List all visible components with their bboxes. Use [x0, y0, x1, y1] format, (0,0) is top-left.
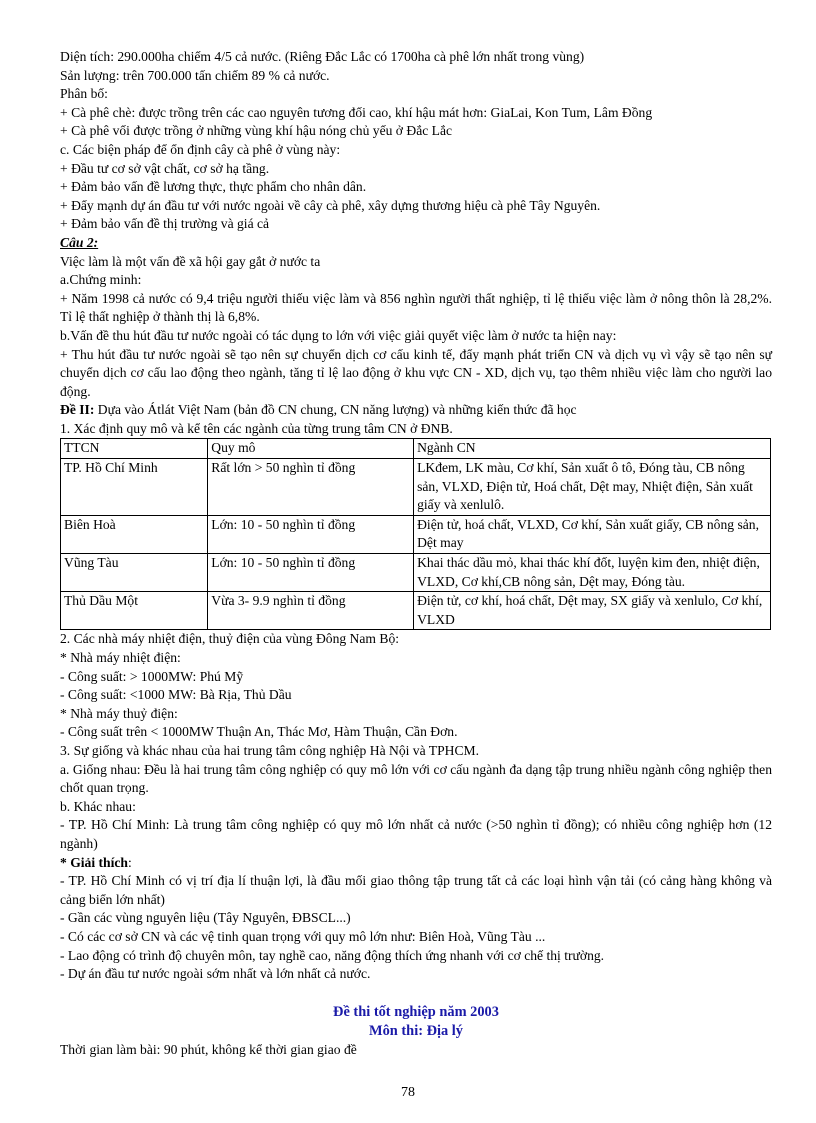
text-line: Diện tích: 290.000ha chiếm 4/5 cả nước. (Riêng Đắc Lắc có 1700ha cà phê lớn nhất trong vùng) [60, 49, 585, 64]
table-cell-industries: LKđem, LK màu, Cơ khí, Sản xuất ô tô, Đóng tàu, CB nông sản, VLXD, Điện tử, Hoá chất, Dệt may, Nhiệt điện, Sản xuất giấy và xenlulô. [414, 459, 771, 516]
table-cell-scale: Vừa 3- 9.9 nghìn tỉ đồng [208, 592, 414, 630]
explain-label: * Giải thích [60, 854, 128, 870]
explain-item: - Gần các vùng nguyên liệu (Tây Nguyên, ĐBSCL...) [60, 910, 351, 926]
exam-title: Đề thi tốt nghiệp năm 2003 [333, 1003, 499, 1020]
cau2-intro: Việc làm là một vấn đề xã hội gay gắt ở nước ta [60, 253, 321, 269]
table-cell-center: Vũng Tàu [61, 554, 208, 592]
table-header-cell: TTCN [61, 439, 208, 459]
cau2-b-label: b.Vấn đề thu hút đầu tư nước ngoài có tác dụng to lớn với việc giải quyết việc làm ở nước ta hiện nay: [60, 327, 617, 343]
table-header-cell: Quy mô [208, 439, 414, 459]
text-line: 2. Các nhà máy nhiệt điện, thuỷ điện của vùng Đông Nam Bộ: [60, 631, 400, 647]
document-page [60, 48, 772, 1059]
table-cell-scale: Lớn: 10 - 50 nghìn tỉ đồng [208, 515, 414, 553]
text-line: + Đầu tư cơ sở vật chất, cơ sở hạ tầng. [60, 160, 270, 176]
text-line: + Cà phê vối được trồng ở những vùng khí hậu nóng chủ yếu ở Đắc Lắc [60, 123, 453, 139]
text-line: c. Các biện pháp để ổn định cây cà phê ở vùng này: [60, 141, 341, 157]
text-line: + Đẩy mạnh dự án đầu tư với nước ngoài về cây cà phê, xây dựng thương hiệu cà phê Tây Nguyên. [60, 197, 601, 213]
exam-subject: Môn thi: Địa lý [369, 1022, 463, 1039]
cau2-heading: Câu 2: [60, 234, 99, 250]
text-line: + Đảm bảo vấn đề thị trường và giá cả [60, 216, 270, 232]
de2-line [60, 401, 772, 420]
similarity-text: a. Giống nhau: Đều là hai trung tâm công nghiệp có quy mô lớn với cơ cấu ngành đa dạng tập trung nhiều ngành công nghiệp then chốt quan trọng. [60, 761, 772, 796]
explain-item: - Dự án đầu tư nước ngoài sớm nhất và lớn nhất cả nước. [60, 966, 371, 982]
table-cell-industries: Khai thác dầu mỏ, khai thác khí đốt, luyện kim đen, nhiệt điện, VLXD, Cơ khí,CB nông sản, Dệt may, Đóng tàu. [414, 554, 771, 592]
text-line: 3. Sự giống và khác nhau của hai trung tâm công nghiệp Hà Nội và TPHCM. [60, 742, 480, 758]
text-line: Sản lượng: trên 700.000 tấn chiếm 89 % cả nước. [60, 67, 330, 83]
text-line: + Đảm bảo vấn đề lương thực, thực phẩm cho nhân dân. [60, 179, 367, 195]
cau2-a-label: a.Chứng minh: [60, 272, 142, 288]
table-header-row [61, 439, 771, 459]
explain-item: - Lao động có trình độ chuyên môn, tay nghề cao, năng động thích ứng nhanh với cơ chế thị trường. [60, 947, 605, 963]
table-cell-center: TP. Hồ Chí Minh [61, 459, 208, 516]
table-cell-industries: Điện tử, cơ khí, hoá chất, Dệt may, SX giấy và xenlulo, Cơ khí, VLXD [414, 592, 771, 630]
difference-label: b. Khác nhau: [60, 798, 136, 814]
explain-colon: : [127, 854, 132, 870]
cau2-a-text: + Năm 1998 cả nước có 9,4 triệu người thiếu việc làm và 856 nghìn người thất nghiệp, tỉ lệ thiếu việc làm ở nông thôn là 28,2%. Tỉ lệ thất nghiệp ở thành thị là 6,8%. [60, 290, 772, 325]
text-line: - Công suất trên < 1000MW Thuận An, Thác Mơ, Hàm Thuận, Cần Đơn. [60, 724, 458, 740]
de2-text: Dựa vào Átlát Việt Nam (bản đồ CN chung, CN năng lượng) và những kiến thức đã học [94, 402, 577, 418]
table-row [61, 554, 771, 592]
table-cell-scale: Rất lớn > 50 nghìn tỉ đồng [208, 459, 414, 516]
explain-item: - Có các cơ sở CN và các vệ tinh quan trọng với quy mô lớn như: Biên Hoà, Vũng Tàu ... [60, 928, 546, 944]
table-row [61, 592, 771, 630]
table-cell-center: Biên Hoà [61, 515, 208, 553]
table-cell-industries: Điện tử, hoá chất, VLXD, Cơ khí, Sản xuất giấy, CB nông sản, Dệt may [414, 515, 771, 553]
explain-item: - TP. Hồ Chí Minh có vị trí địa lí thuận lợi, là đầu mối giao thông tập trung tất cả các loại hình vận tải (có cảng hàng không và cảng biển lớn nhất) [60, 873, 772, 907]
table-header-cell: Ngành CN [414, 439, 771, 459]
industry-centers-table [60, 438, 771, 630]
difference-text: - TP. Hồ Chí Minh: Là trung tâm công nghiệp có quy mô lớn nhất cả nước (>50 nghìn tỉ đồng); có nhiều công nghiệp hơn (12 ngành) [60, 817, 772, 851]
text-line: - Công suất: > 1000MW: Phú Mỹ [60, 668, 244, 684]
spacer [60, 984, 772, 1003]
de2-label: Đề II: [60, 402, 95, 418]
page-number: 78 [401, 1085, 415, 1100]
de2-q1: 1. Xác định quy mô và kể tên các ngành của từng trung tâm CN ở ĐNB. [60, 420, 453, 436]
table-row [61, 459, 771, 516]
cau2-b-text: + Thu hút đầu tư nước ngoài sẽ tạo nên sự chuyển dịch cơ cấu kinh tế, đẩy mạnh phát triển CN và dịch vụ vì vậy sẽ tạo nên sự chuyển dịch cơ cấu lao động theo ngành, tăng tỉ lệ lao động ở khu vực CN - XD, dịch vụ, tạo thêm nhiều việc làm cho người lao động. [60, 346, 772, 399]
text-line: + Cà phê chè: được trồng trên các cao nguyên tương đối cao, khí hậu mát hơn: GiaLai, Kon Tum, Lâm Đồng [60, 104, 653, 120]
table-cell-center: Thủ Dầu Một [61, 592, 208, 630]
text-line: * Nhà máy thuỷ điện: [60, 705, 178, 721]
table-cell-scale: Lớn: 10 - 50 nghìn tỉ đồng [208, 554, 414, 592]
exam-time: Thời gian làm bài: 90 phút, không kể thời gian giao đề [60, 1041, 357, 1057]
explain-line [60, 854, 772, 873]
text-line: Phân bố: [60, 86, 108, 102]
text-line: * Nhà máy nhiệt điện: [60, 650, 181, 665]
text-line: - Công suất: <1000 MW: Bà Rịa, Thủ Dầu [60, 687, 292, 703]
table-row [61, 515, 771, 553]
